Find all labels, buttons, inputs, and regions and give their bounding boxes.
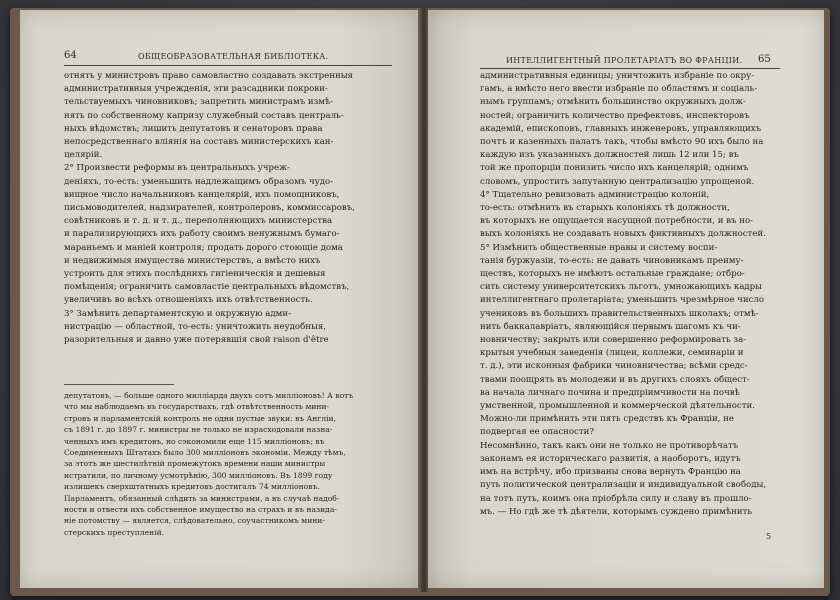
text-line: и парализирующихъ ихъ работу своимъ ненужнымъ бумаго- (64, 229, 340, 240)
text-line: ва начала личнаго почина и предпріимчивости на почвѣ (480, 387, 740, 398)
text-line: въ которыхъ не ощущается насущной потребности, и въ но- (480, 216, 754, 227)
text-line: выхъ колоніяхъ не создавать новыхъ фиктивныхъ должностей. (480, 229, 766, 240)
text-line: стерскихъ преступленій. (64, 527, 165, 537)
text-line: той же пропорціи понизить число ихъ канцелярій; однимъ (480, 163, 749, 174)
text-line: помѣщенія; ограничить самовластіе центральныхъ вѣдомствъ, (64, 282, 350, 293)
text-line: что мы наблюдаемъ въ государствахъ, гдѣ отвѣтственность мини- (64, 402, 330, 412)
text-line: увеличивъ во всѣхъ отношеніяхъ ихъ отвѣтственность. (64, 295, 313, 306)
text-line: мъ. — Но гдѣ же тѣ дѣятели, которымъ суждено примѣнить (480, 506, 753, 517)
left-page-number: 64 (64, 50, 77, 61)
text-line: Парламентъ, обязанный слѣдить за министрами, а въ случаѣ надоб- (64, 493, 340, 503)
text-line: подвергая ее опасности? (480, 427, 594, 438)
right-body-text (480, 70, 780, 519)
text-line: ніе потомству — является, слѣдовательно, соучастникомъ мини- (64, 516, 325, 526)
text-line: т. д.), эти исконныя фабрики чиновничества; всѣми средс- (480, 361, 748, 372)
text-line: целярій. (64, 150, 103, 161)
text-line: сить систему университетскихъ льготъ, умножающихъ кадры (480, 282, 762, 293)
left-running-head: ОБЩЕОБРАЗОВАТЕЛЬНАЯ БИБЛІОТЕКА. (138, 52, 329, 61)
text-line: 5° Измѣнить общественные нравы и систему воспи- (480, 242, 718, 253)
text-line: ществъ, которыхъ не имѣютъ остальные граждане; отбро- (480, 269, 745, 280)
text-line: Можно-ли примѣнить эти пять средствъ къ Франціи, не (480, 414, 735, 425)
text-line: Несомнѣнно, такъ какъ они не только не противорѣчатъ (480, 440, 739, 451)
text-line: излишекъ сверхштатныхъ кредитовъ достигалъ 74 милліоновъ. (64, 482, 320, 492)
text-line: 3° Замѣнить департаментскую и окружную адми- (64, 308, 291, 319)
text-line: на тотъ путь, коимъ она пріобрѣла силу и славу въ прошло- (480, 493, 752, 504)
right-page (428, 10, 824, 588)
text-line: интеллигентнаго пролетаріата; уменьшить чрезмѣрное число (480, 295, 764, 306)
footnote-rule (64, 384, 174, 385)
text-line: Соединенныхъ Штатахъ было 300 милліоновъ экономіи. Между тѣмъ, (64, 448, 346, 458)
text-line: законамъ ея историческаго развитія, а наоборотъ, идутъ (480, 453, 741, 464)
text-line: крытыя учебныя заведенія (лицеи, коллежи, семинаріи и (480, 348, 744, 359)
text-line: тельствуемыхъ чиновниковъ; запретить министрамъ измѣ- (64, 97, 334, 108)
text-line: за этотъ же шестилѣтній промежутокъ времени наши министры (64, 459, 326, 469)
text-line: 4° Тщательно ревизовать администрацію колоній, (480, 189, 710, 200)
text-line: письмоводителей, надзирателей, контролеровъ, коммиссаровъ, (64, 203, 355, 214)
text-line: имъ на встрѣчу, ибо призваны снова вернуть Францію на (480, 467, 741, 478)
text-line: путь политической централизаціи и индивидуальной свободы, (480, 480, 767, 491)
text-line: непосредственнаго вліянія на составъ министерскихъ кан- (64, 137, 334, 148)
text-line: деніяхъ, то-есть: уменьшить надлежащимъ образомъ чудо- (64, 176, 334, 187)
text-line: депутатовъ, — больше одного милліарда двухъ сотъ милліоновъ! А вотъ (64, 391, 354, 400)
text-line: совѣтниковъ и т. д. и т. д., переполняющихъ министерства (64, 216, 333, 227)
text-line: ченныхъ имъ кредитовъ, но сэкономили еще 115 милліоновъ; въ (64, 436, 325, 446)
text-line: нистрацію — областной, то-есть: уничтожить неудобныя, (64, 321, 326, 332)
text-line: мараньемъ и маніей контроля; продать дорого стоющіе дома (64, 242, 343, 253)
text-line: административныя единицы; уничтожить избраніе по окру- (480, 71, 755, 81)
text-line: танія буржуазіи, то-есть: не давать чиновникамъ преиму- (480, 255, 744, 266)
signature-mark: 5 (766, 532, 772, 541)
text-line: ностей; ограничить количество префектовъ, инспекторовъ (480, 110, 750, 121)
left-body-text (64, 70, 392, 347)
right-page-number: 65 (758, 54, 771, 65)
text-line: нить баккалавріатъ, являющійся первымъ шагомъ къ чи- (480, 321, 741, 332)
text-line: и недвижимыя имущества министерствъ, а вмѣсто нихъ (64, 255, 321, 266)
text-line: вищное число начальниковъ канцелярій, ихъ помощниковъ, (64, 189, 340, 200)
text-line: каждую изъ указанныхъ должностей лишь 12 или 15; въ (480, 150, 739, 161)
text-line: истратили, по личному усмотрѣнію, 300 милліоновъ. Въ 1899 году (64, 470, 333, 480)
text-line: гамъ, а вмѣсто него ввести избраніе по областямъ и соціаль- (480, 84, 758, 95)
right-running-head: ИНТЕЛЛИГЕНТНЫЙ ПРОЛЕТАРІАТЪ ВО ФРАНЦІИ. (506, 56, 743, 65)
text-line: нять по собственному капризу служебный составъ централь- (64, 110, 344, 121)
text-line: ныхъ вѣдомствъ; лишить депутатовъ и сенаторовъ права (64, 123, 323, 134)
text-line: учениковъ въ большихъ правительственныхъ школахъ; отмѣ- (480, 308, 759, 319)
text-line: разорительныя и давно уже потерявшія свой raison d'être (64, 335, 329, 346)
text-line: академій, епископовъ, главныхъ инженеровъ, управляющихъ (480, 123, 762, 134)
text-line: нымъ группамъ; отмѣнить большинство окружныхъ долж- (480, 97, 746, 108)
text-line: съ 1891 г. до 1897 г. министры не только не израсходовали назна- (64, 425, 333, 435)
text-line: стровъ и парламентскій контроль не одни пустые звуки: въ Англіи, (64, 413, 337, 423)
text-line: то-есть: отмѣнить въ старыхъ колоніяхъ тѣ должности, (480, 203, 730, 214)
text-line: административныя учрежденія, эти разсадники покрови- (64, 84, 328, 95)
text-line: устроить для этихъ послѣднихъ гигіеническія и дешевыя (64, 269, 326, 280)
left-head-rule (64, 65, 392, 66)
text-line: словомъ, упростить запутанную централизацію упрощеной. (480, 176, 755, 187)
text-line: новничеству; закрыть или совершенно реформировать за- (480, 335, 747, 346)
right-head-rule (480, 68, 780, 69)
text-line: 2° Произвести реформы въ центральныхъ учреж- (64, 163, 290, 174)
text-line: почтъ и казенныхъ палатъ такъ, чтобы вмѣсто 90 ихъ было на (480, 137, 764, 148)
left-footnote (64, 390, 392, 538)
text-line: отнять у министровъ право самовластно создавать экстренныя (64, 71, 353, 81)
text-line: твами поощрять въ молодежи и въ другихъ слояхъ общест- (480, 374, 750, 385)
text-line: умственной, промышленной и коммерческой дѣятельности. (480, 401, 755, 412)
text-line: ности и отвести ихъ собственное имущество на страхъ и въ назида- (64, 505, 337, 515)
left-page (20, 10, 421, 588)
